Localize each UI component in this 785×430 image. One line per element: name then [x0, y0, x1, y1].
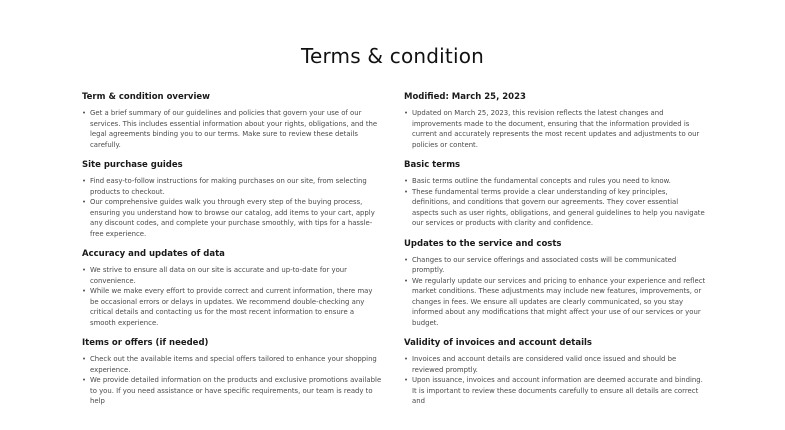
- page-title: Terms & condition: [300, 44, 485, 68]
- bullet-list: [82, 176, 382, 239]
- section-heading: Updates to the service and costs: [404, 238, 562, 249]
- bullet-list: [404, 354, 706, 407]
- list-item: • These fundamental terms provide a clear understanding of key principles, definitions, and conditions that govern our agreements. They cover essential aspects such as user rights, obligations, and general guidelines to help you navigate our services or products with clarity and confidence.: [404, 187, 706, 229]
- bullet-list: [82, 265, 382, 328]
- section-service-updates: [404, 239, 706, 329]
- bullet-list: [82, 108, 382, 150]
- list-item: • We strive to ensure all data on our site is accurate and up-to-date for your convenience.: [82, 265, 382, 286]
- section-heading: Basic terms: [404, 160, 461, 170]
- list-item: • Get a brief summary of our guidelines and policies that govern your use of our services. This includes essential information about your rights, obligations, and the legal agreements binding you to our terms. Make sure to review these details carefully.: [82, 108, 382, 150]
- list-item: • We provide detailed information on the products and exclusive promotions available to you. If you need assistance or have specific requirements, our team is ready to help: [82, 375, 382, 407]
- section-purchase-guides: [82, 160, 382, 239]
- list-item: • Invoices and account details are considered valid once issued and should be reviewed promptly.: [404, 354, 706, 375]
- bullet-list: [404, 255, 706, 329]
- list-item: • We regularly update our services and pricing to enhance your experience and reflect market conditions. These adjustments may include new features, improvements, or changes in fees. We ensure all updates are clearly communicated, so you stay informed about any modifications that might affect your use of our services or your budget.: [404, 276, 706, 329]
- section-basic-terms: [404, 160, 706, 229]
- section-modified: [404, 92, 706, 150]
- list-item: • While we make every effort to provide correct and current information, there may be occasional errors or delays in updates. We recommend double-checking any critical details and contacting us for the most recent information to ensure a smooth experience.: [82, 286, 382, 328]
- section-heading: Items or offers (if needed): [82, 338, 209, 348]
- list-item: • Basic terms outline the fundamental concepts and rules you need to know.: [404, 176, 706, 187]
- bullet-list: [82, 354, 382, 407]
- section-heading: Validity of invoices and account details: [404, 338, 592, 348]
- section-heading: Site purchase guides: [82, 160, 183, 170]
- bullet-list: [404, 108, 706, 150]
- list-item: • Changes to our service offerings and associated costs will be communicated promptly.: [404, 255, 706, 276]
- list-item: • Check out the available items and special offers tailored to enhance your shopping experience.: [82, 354, 382, 375]
- section-heading: Modified: March 25, 2023: [404, 92, 526, 102]
- section-items-offers: [82, 338, 382, 407]
- list-item: • Our comprehensive guides walk you through every step of the buying process, ensuring you understand how to browse our catalog, add items to your cart, apply any discount codes, and complete your purchase smoothly, with tips for a hassle-free experience.: [82, 197, 382, 239]
- list-item: • Upon issuance, invoices and account information are deemed accurate and binding. It is important to review these documents carefully to ensure all details are correct and: [404, 375, 706, 407]
- list-item: • Updated on March 25, 2023, this revision reflects the latest changes and improvements made to the document, ensuring that the information provided is current and accurately represents the most recent updates and adjustments to our policies or content.: [404, 108, 706, 150]
- section-heading: Accuracy and updates of data: [82, 249, 225, 259]
- section-accuracy: [82, 249, 382, 328]
- section-overview: [82, 92, 382, 150]
- list-item: • Find easy-to-follow instructions for making purchases on our site, from selecting products to checkout.: [82, 176, 382, 197]
- section-heading: Term & condition overview: [82, 92, 210, 102]
- right-column: [404, 92, 706, 417]
- bullet-list: [404, 176, 706, 229]
- left-column: [82, 92, 382, 417]
- section-invoices: [404, 338, 706, 407]
